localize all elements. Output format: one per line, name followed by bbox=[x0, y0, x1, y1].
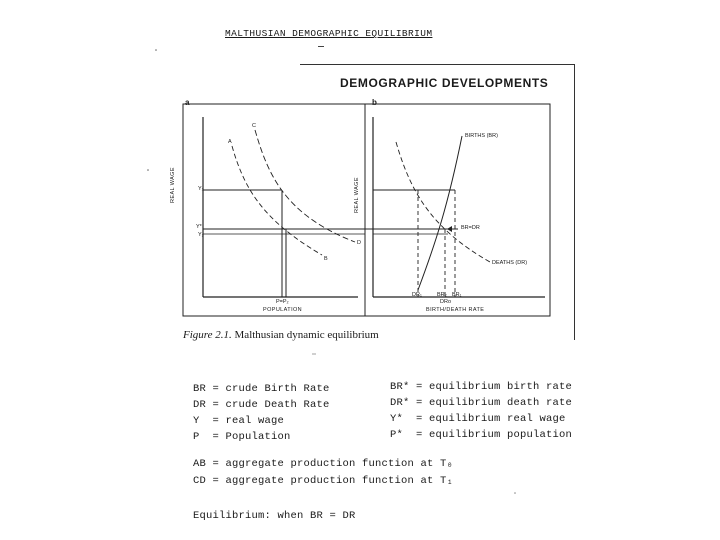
equilibrium-label: BR=DR bbox=[461, 225, 480, 231]
p-label: P=P₂ bbox=[276, 299, 289, 305]
br2-label: BR₂ bbox=[437, 292, 447, 298]
curve-c-label: C bbox=[252, 123, 256, 129]
panel-b-y-label: REAL WAGE bbox=[354, 177, 360, 213]
equilibrium-statement: Equilibrium: when BR = DR bbox=[193, 510, 356, 522]
figure-caption bbox=[183, 329, 379, 341]
legend-right-3: P* = equilibrium population bbox=[390, 429, 573, 441]
deaths-label: DEATHS (DR) bbox=[492, 260, 528, 266]
panel-a-frame bbox=[183, 104, 365, 316]
legend-right-0: BR* = equilibrium birth rate bbox=[390, 381, 573, 393]
panel-a-x-label: POPULATION bbox=[263, 307, 303, 313]
y2-label: Y₂ bbox=[198, 232, 204, 238]
dr0-label: DRo bbox=[440, 299, 452, 305]
caption-prefix: Figure 2.1. bbox=[183, 329, 232, 341]
caption-text: Malthusian dynamic equilibrium bbox=[231, 329, 379, 341]
panel-b-letter: b bbox=[372, 98, 377, 107]
curve-b-label: B bbox=[324, 256, 328, 262]
panel-b-frame bbox=[365, 104, 550, 316]
panel-a-letter: a bbox=[185, 98, 190, 107]
curve-a-label: A bbox=[228, 139, 232, 145]
definition-cd: CD = aggregate production function at T₁ bbox=[193, 475, 454, 487]
figure-heading: DEMOGRAPHIC DEVELOPMENTS bbox=[340, 76, 549, 90]
legend-right-1: DR* = equilibrium death rate bbox=[390, 397, 573, 409]
speck bbox=[147, 169, 149, 171]
eq-arrowhead bbox=[447, 226, 452, 232]
panel-b-x-label: BIRTH/DEATH RATE bbox=[426, 307, 485, 313]
ystar-label: Y* bbox=[196, 224, 202, 230]
deaths-curve bbox=[396, 142, 490, 262]
births-label: BIRTHS (BR) bbox=[465, 133, 498, 139]
y1-label: Y₁ bbox=[198, 186, 204, 192]
legend-left-2: Y = real wage bbox=[193, 415, 285, 427]
curve-d-label: D bbox=[357, 240, 361, 246]
document-title: MALTHUSIAN DEMOGRAPHIC EQUILIBRIUM bbox=[225, 28, 433, 39]
legend-left-1: DR = crude Death Rate bbox=[193, 399, 330, 411]
definition-ab: AB = aggregate production function at T₀ bbox=[193, 458, 454, 470]
dr1-label: DR₁ bbox=[412, 292, 422, 298]
curve-ab bbox=[232, 146, 322, 255]
speck bbox=[155, 49, 157, 51]
br1-label: BR₁ bbox=[452, 292, 462, 298]
legend-left-0: BR = crude Birth Rate bbox=[193, 383, 330, 395]
panel-a-y-label: REAL WAGE bbox=[170, 167, 176, 203]
curve-cd bbox=[255, 130, 355, 242]
legend-right-2: Y* = equilibrium real wage bbox=[390, 413, 566, 425]
speck bbox=[514, 492, 516, 494]
legend-left-3: P = Population bbox=[193, 431, 291, 443]
